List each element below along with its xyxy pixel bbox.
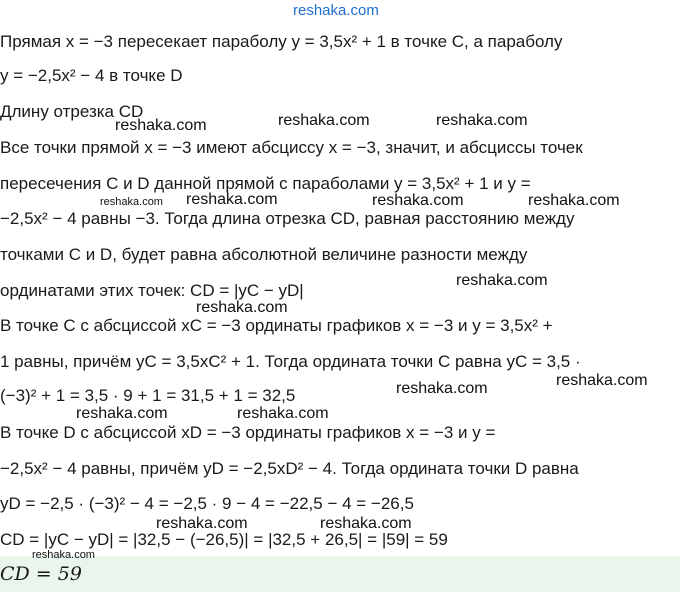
- solution-line-1: Все точки прямой x = −3 имеют абсциссу x = −3, значит, и абсциссы точек: [0, 138, 583, 157]
- solution-line-12: CD = |yC − yD| = |32,5 − (−26,5)| = |32,5 + 26,5| = |59| = 59: [0, 530, 448, 549]
- watermark: reshaka.com: [237, 405, 329, 422]
- solution-line-8: (−3)² + 1 = 3,5 · 9 + 1 = 31,5 + 1 = 32,5: [0, 386, 296, 405]
- watermark: reshaka.com: [278, 112, 370, 129]
- problem-line-1: Прямая x = −3 пересекает параболу y = 3,5x² + 1 в точке C, а параболу: [0, 32, 563, 51]
- solution-line-10: −2,5x² − 4 равны, причём yD = −2,5xD² − 4. Тогда ордината точки D равна: [0, 459, 579, 478]
- solution-line-9: В точке D с абсциссой xD = −3 ординаты графиков x = −3 и y =: [0, 423, 496, 442]
- watermark: reshaka.com: [100, 196, 163, 208]
- solution-line-3: −2,5x² − 4 равны −3. Тогда длина отрезка CD, равная расстоянию между: [0, 209, 575, 228]
- problem-question: Длину отрезка CD: [0, 102, 144, 121]
- watermark: reshaka.com: [32, 549, 95, 561]
- problem-line-2: y = −2,5x² − 4 в точке D: [0, 66, 183, 85]
- watermark: reshaka.com: [372, 192, 464, 209]
- watermark: reshaka.com: [396, 380, 488, 397]
- solution-line-7: 1 равны, причём yC = 3,5xC² + 1. Тогда ордината точки C равна yC = 3,5 ·: [0, 352, 581, 371]
- watermark: reshaka.com: [196, 299, 288, 316]
- watermark: reshaka.com: [186, 191, 278, 208]
- solution-line-4: точками C и D, будет равна абсолютной величине разности между: [0, 245, 528, 264]
- solution-line-2: пересечения C и D данной прямой с параболами y = 3,5x² + 1 и y =: [0, 174, 531, 193]
- watermark-top: reshaka.com: [293, 2, 379, 19]
- solution-line-5: ординатами этих точек: CD = |yC − yD|: [0, 281, 304, 300]
- watermark: reshaka.com: [556, 372, 648, 389]
- watermark: reshaka.com: [436, 112, 528, 129]
- watermark: reshaka.com: [76, 405, 168, 422]
- watermark: reshaka.com: [528, 192, 620, 209]
- watermark: reshaka.com: [156, 515, 248, 532]
- watermark: reshaka.com: [115, 117, 207, 134]
- watermark: reshaka.com: [320, 515, 412, 532]
- solution-line-6: В точке C с абсциссой xC = −3 ординаты графиков x = −3 и y = 3,5x² +: [0, 316, 553, 335]
- solution-line-11: yD = −2,5 · (−3)² − 4 = −2,5 · 9 − 4 = −22,5 − 4 = −26,5: [0, 494, 414, 513]
- answer-value: CD = 59: [0, 563, 82, 585]
- answer-box: [0, 556, 680, 592]
- watermark: reshaka.com: [456, 272, 548, 289]
